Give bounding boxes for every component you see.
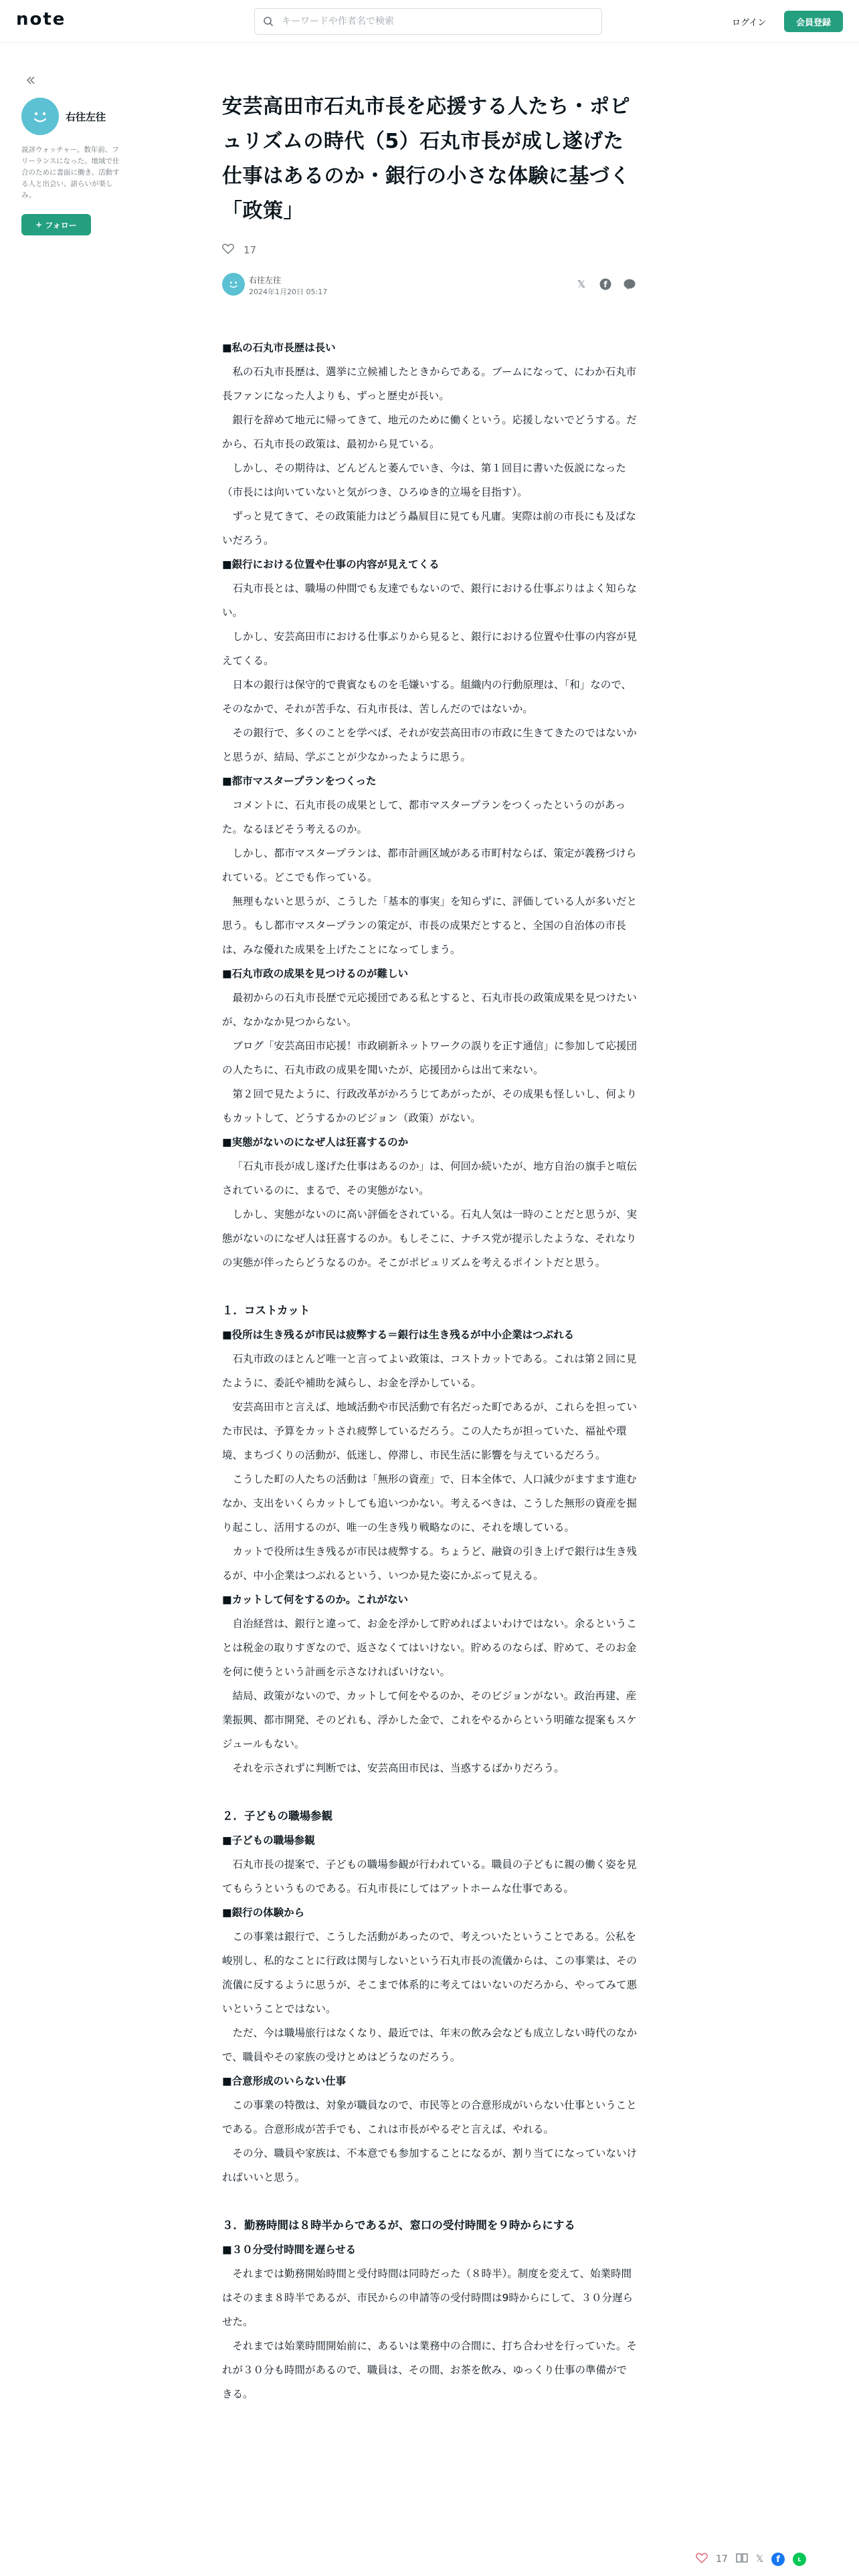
avatar[interactable] bbox=[222, 273, 245, 296]
subheading: ■カットして何をするのか。これがない bbox=[222, 1594, 408, 1606]
svg-text:f: f bbox=[603, 280, 607, 290]
follow-button[interactable] bbox=[21, 214, 91, 235]
paragraph: 石丸市政のほとんど唯一と言ってよい政策は、コストカットである。これは第２回に見たように、委託や補助を減らし、お金を浮かしている。 bbox=[222, 1353, 637, 1389]
paragraph: 石丸市長とは、職場の仲間でも友達でもないので、銀行における仕事ぶりはよく知らない。 bbox=[222, 582, 637, 619]
paragraph: しかし、安芸高田市における仕事ぶりから見ると、銀行における位置や仕事の内容が見えてくる。 bbox=[222, 631, 638, 667]
plus-icon: + bbox=[35, 220, 45, 229]
paragraph: しかし、実態がないのに高い評価をされている。石丸人気は一時のことだと思うが、実態がないのになぜ人は狂喜するのか。もしそこに、ナチス党が提示したような、それなりの実態が伴ったらどうなるのか。そこがポピュリズムを考えるポイントだと思う。 bbox=[222, 1208, 638, 1269]
heart-icon[interactable] bbox=[222, 243, 234, 257]
paragraph: 銀行を辞めて地元に帰ってきて、地元のために働くという。応援しないでどうする。だから、石丸市長の政策は、最初から見ている。 bbox=[222, 414, 637, 450]
search-icon[interactable] bbox=[255, 8, 282, 35]
subheading: ■都市マスタープランをつくった bbox=[222, 775, 377, 787]
subheading: ■石丸市政の成果を見つけるのが難しい bbox=[222, 968, 409, 980]
author-bio: 説評ウォッチャー。数年前、フリーランスになった。地域で仕合のために書面に働き、活動する人と出会い、語らいが楽しみ。 bbox=[21, 146, 120, 199]
paragraph: ブログ「安芸高田市応援！市政刷新ネットワークの誤りを正す通信」に参加して応援団の人たちに、石丸市政の成果を聞いたが、応援団からは出て来ない。 bbox=[222, 1040, 638, 1076]
subheading: ■私の石丸市長歴は長い bbox=[222, 342, 336, 354]
login-button[interactable]: ログイン bbox=[732, 17, 767, 28]
heart-icon[interactable] bbox=[696, 2553, 708, 2566]
author-name[interactable]: 右往左往 bbox=[66, 111, 106, 123]
share-buttons bbox=[574, 277, 637, 292]
paragraph: この事業は銀行で、こうした活動があったので、考えついたということである。公私を峻別し、私的なことに行政は関与しないという石丸市長の流儀からは、この事業は、その流儀に反するように思うが、そこまで体系的に考えてはいないのだろから、やってみて悪いということではない。 bbox=[222, 1931, 638, 2015]
search-box[interactable] bbox=[254, 8, 602, 35]
paragraph: この事業の特徴は、対象が職員なので、市民等との合意形成がいらない仕事ということである。合意形成が苦手でも、これは市長がやるぞと言えば、やれる。 bbox=[222, 2099, 637, 2135]
paragraph: ずっと見てきて、その政策能力はどう贔屓目に見ても凡庸。実際は前の市長にも及ばないだろう。 bbox=[222, 510, 636, 546]
paragraph: 「石丸市長が成し遂げた仕事はあるのか」は、何回か続いたが、地方自治の旗手と喧伝されているのに、まるで、その実態がない。 bbox=[222, 1160, 638, 1196]
like-count[interactable]: 17 bbox=[244, 244, 257, 256]
paragraph: その銀行で、多くのことを学べば、それが安芸高田市の市政に生きてきたのではないかと思うが、結局、学ぶことが少なかったように思う。 bbox=[222, 727, 637, 763]
author-name[interactable]: 右往左往 bbox=[249, 276, 282, 285]
magazine-icon[interactable] bbox=[736, 2553, 748, 2566]
subheading: ■銀行における位置や仕事の内容が見えてくる bbox=[222, 558, 440, 570]
paragraph: こうした町の人たちの活動は「無形の資産」で、日本全体で、人口減少がますます進むなか、支出をいくらカットしても追いつかない。考えるべきは、こうした無形の資産を掘り起こし、活用するのが、唯一の生き残り戦略なのに、それを壊している。 bbox=[222, 1473, 637, 1533]
paragraph: 結局、政策がないので、カットして何をやるのか、そのビジョンがない。政治再建、産業振興、都市開発、そのどれも、浮かした金で、これをやるからという明確な提案もスケジュールもない。 bbox=[222, 1690, 637, 1750]
subheading: ■銀行の体験から bbox=[222, 1907, 305, 1919]
paragraph: しかし、その期待は、どんどんと萎んでいき、今は、第１回目に書いた仮説になった（市長には向いていないと気がつき、ひろゆき的立場を目指す）。 bbox=[222, 462, 626, 498]
section-heading: ２．子どもの職場参観 bbox=[222, 1810, 332, 1822]
paragraph: 自治経営は、銀行と違って、お金を浮かして貯めればよいわけではない。余るということは税金の取りすぎなので、返さなくてはいけない。貯めるのならば、貯めて、そのお金を何に使うという計画を示さなければいけない。 bbox=[222, 1618, 637, 1678]
paragraph: 最初からの石丸市長歴で元応援団である私とすると、石丸市長の政策成果を見つけたいが、なかなか見つからない。 bbox=[222, 992, 638, 1028]
subheading: ■３０分受付時間を遅らせる bbox=[222, 2244, 357, 2256]
paragraph: 日本の銀行は保守的で貴賓なものを毛嫌いする。組織内の行動原理は、「和」なので、そのなかで、それが苦手な、石丸市長は、苦しんだのではないか。 bbox=[222, 679, 632, 715]
subheading: ■子どもの職場参観 bbox=[222, 1834, 315, 1846]
avatar[interactable] bbox=[21, 98, 59, 135]
article bbox=[222, 90, 637, 2406]
facebook-icon[interactable]: f bbox=[771, 2553, 785, 2566]
paragraph: しかし、都市マスタープランは、都市計画区域がある市町村ならば、策定が義務づけられている。どこでも作っている。 bbox=[222, 847, 637, 883]
subheading: ■実態がないのになぜ人は狂喜するのか bbox=[222, 1136, 409, 1148]
x-icon[interactable]: 𝕏 bbox=[577, 278, 586, 290]
line-icon[interactable] bbox=[622, 277, 637, 292]
paragraph: それまでは勤務開始時間と受付時間は同時だった（８時半）。制度を変えて、始業時間はそのまま８時半であるが、市民からの申請等の受付時間は9時からにして、３０分遅らせた。 bbox=[222, 2268, 634, 2328]
like-count[interactable]: 17 bbox=[716, 2554, 728, 2565]
line-icon[interactable]: L bbox=[793, 2553, 806, 2566]
facebook-icon[interactable] bbox=[598, 277, 613, 292]
note-logo[interactable]: note bbox=[16, 9, 66, 29]
section-heading: ３．勤務時間は８時半からであるが、窓口の受付時間を９時からにする bbox=[222, 2219, 575, 2232]
paragraph: 私の石丸市長歴は、選挙に立候補したときからである。ブームになって、にわか石丸市長ファンになった人よりも、ずっと歴史が長い。 bbox=[222, 366, 637, 402]
subheading: ■合意形成のいらない仕事 bbox=[222, 2075, 347, 2087]
paragraph: その分、職員や家族は、不本意でも参加することになるが、割り当てになっていないければいいと思う。 bbox=[222, 2147, 638, 2183]
like-row bbox=[222, 242, 637, 258]
paragraph: それまでは始業時間開始前に、あるいは業務中の合間に、打ち合わせを行っていた。それが３０分も時間があるので、職員は、その間、お茶を飲み、ゆっくり仕事の準備ができる。 bbox=[222, 2340, 638, 2400]
search-input[interactable] bbox=[282, 16, 589, 27]
author-row bbox=[222, 273, 637, 300]
subheading: ■役所は生き残るが市民は疲弊する＝銀行は生き残るが中小企業はつぶれる bbox=[222, 1329, 575, 1341]
paragraph: 安芸高田市と言えば、地域活動や市民活動で有名だった町であるが、これらを担っていた市民は、予算をカットされ疲弊しているだろう。この人たちが担っていた、福祉や環境、まちづくりの活動が、低迷し、停滞し、市民生活に影響を与えているだろう。 bbox=[222, 1401, 638, 1461]
top-nav bbox=[0, 0, 859, 43]
page-title: 安芸高田市石丸市長を応援する人たち・ポピュリズムの時代（5）石丸市長が成し遂げた仕事はあるのか・銀行の小さな体験に基づく「政策」 bbox=[222, 95, 630, 223]
article-body bbox=[222, 336, 637, 2406]
section-heading: １．コストカット bbox=[222, 1304, 310, 1317]
chevron-double-left-icon[interactable] bbox=[23, 72, 39, 88]
paragraph: 第２回で見たように、行政改革がかろうじてあがったが、その成果も怪しいし、何よりもカットして、どうするかのビジョン（政策）がない。 bbox=[222, 1088, 638, 1124]
floating-action-bar bbox=[696, 2548, 856, 2571]
x-icon[interactable]: 𝕏 bbox=[755, 2554, 764, 2565]
paragraph: 石丸市長の提案で、子どもの職場参観が行われている。職員の子どもに親の働く姿を見てもらうというものである。石丸市長にしてはアットホームな仕事である。 bbox=[222, 1858, 637, 1895]
paragraph: コメントに、石丸市長の成果として、都市マスタープランをつくったというのがあった。なるほどそう考えるのか。 bbox=[222, 799, 626, 835]
paragraph: ただ、今は職場旅行はなくなり、最近では、年末の飲み会なども成立しない時代のなかで、職員やその家族の受けとめはどうなのだろう。 bbox=[222, 2027, 638, 2063]
signup-button[interactable]: 会員登録 bbox=[784, 11, 843, 32]
publish-date: 2024年1月20日 05:17 bbox=[249, 288, 328, 296]
paragraph: カットで役所は生き残るが市民は疲弊する。ちょうど、融資の引き上げで銀行は生き残るが、中小企業はつぶれるという、いつか見た姿にかぶって見える。 bbox=[222, 1545, 637, 1582]
paragraph: それを示されずに判断では、安芸高田市民は、当惑するばかりだろう。 bbox=[232, 1762, 565, 1774]
follow-label: フォロー bbox=[45, 220, 77, 230]
paragraph: 無理もないと思うが、こうした「基本的事実」を知らずに、評価している人が多いだと思う。もし都市マスタープランの策定が、市長の成果だとすると、全国の自治体の市長は、みな優れた成果を上げたことになってしまう。 bbox=[222, 895, 638, 956]
